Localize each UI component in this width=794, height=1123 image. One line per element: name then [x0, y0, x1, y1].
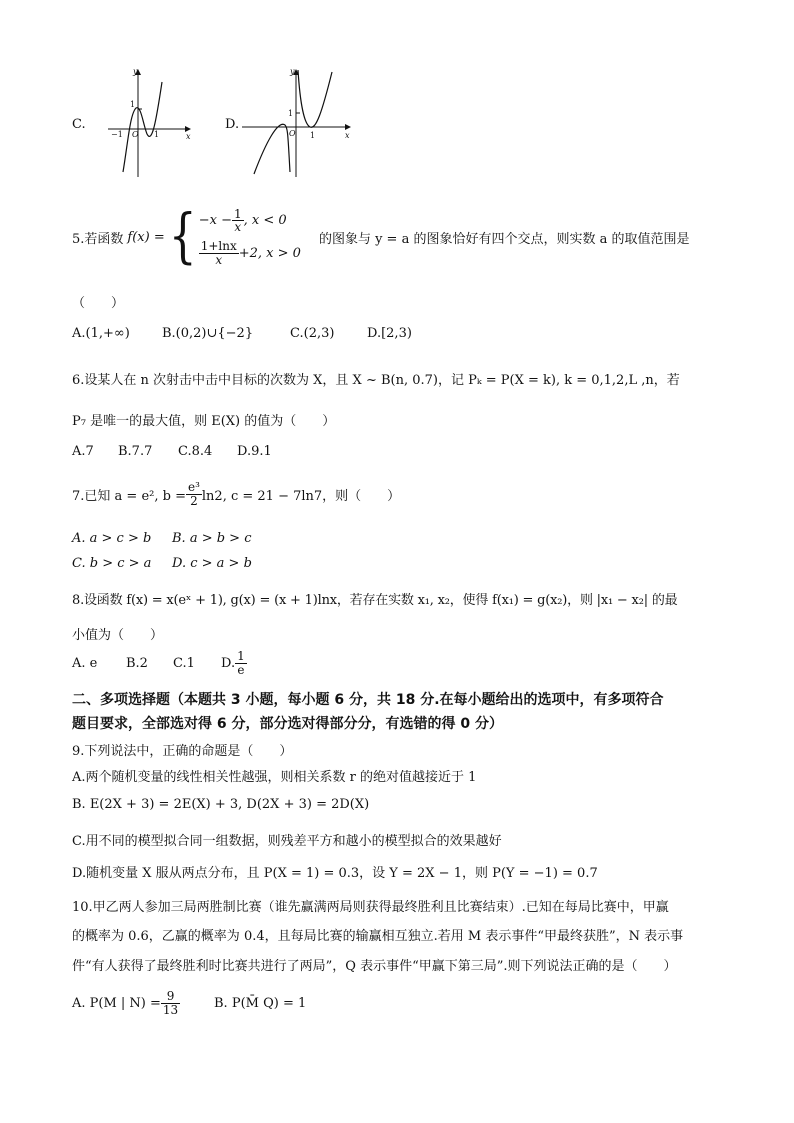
q9-option-d: D.随机变量 X 服从两点分布，且 P(X = 1) = 0.3，设 Y = 2X − 1，则 P(Y = −1) = 0.7 [72, 866, 598, 881]
section2-heading-line2: 题目要求，全部选对得 6 分，部分选对得部分分，有选错的得 0 分） [72, 716, 503, 732]
graph-c-tick-y1: 1 [130, 100, 136, 109]
q6-option-a: A.7 [72, 444, 94, 459]
graph-d-curve-right [298, 70, 332, 127]
q7-option-d: D. c > a > b [172, 556, 252, 571]
q5-case-1: −x − $\frac{1}{x}$ , x < 0 [198, 206, 287, 235]
graph-d [238, 62, 356, 180]
graph-d-y-label: y [290, 67, 295, 76]
q5-case-2: $\frac{1+\ln x}{x}$ +2, x > 0 [200, 239, 301, 267]
q6-stem-line2: P₇ 是唯一的最大值，则 E(X) 的值为（ ） [72, 414, 336, 429]
q5-cases [199, 208, 301, 266]
q6-stem-line1: 6.设某人在 n 次射击中击中目标的次数为 X，且 X ~ B(n, 0.7)，记 Pₖ = P(X = k), k = 0,1,2,L ,n，若 [72, 373, 680, 388]
q5-answer-paren: （ ） [72, 296, 125, 311]
q5-number: 5.若函数 [72, 231, 124, 247]
q10-option-a: A. P(M | N) = $\frac{9}{13}$ [72, 988, 179, 1017]
q6-option-d: D.9.1 [237, 444, 272, 459]
q5-brace: { [168, 201, 197, 271]
q8-stem-line1: 8.设函数 f(x) = x(eˣ + 1), g(x) = (x + 1)lnx，若存在实数 x₁, x₂，使得 f(x₁) = g(x₂)，则 |x₁ − x₂| 的最 [72, 593, 678, 608]
q9-option-b: B. E(2X + 3) = 2E(X) + 3, D(2X + 3) = 2D(X) [72, 797, 370, 812]
section2-heading-line1: 二、多项选择题（本题共 3 小题，每小题 6 分，共 18 分.在每小题给出的选项中，有多项符合 [72, 692, 664, 708]
q10-stem-line2: 的概率为 0.6，乙赢的概率为 0.4，且每局比赛的输赢相互独立.若用 M 表示事件“甲最终获胜”，N 表示事 [72, 929, 684, 944]
q9-option-a: A.两个随机变量的线性相关性越强，则相关系数 r 的绝对值越接近于 1 [72, 770, 477, 785]
q5-function-name: f(x) = [127, 229, 165, 245]
q5-stem [72, 197, 690, 277]
q5-option-a: A.(1,+∞) [72, 326, 130, 341]
q8-option-c: C.1 [173, 656, 195, 671]
q10-stem-line1: 10.甲乙两人参加三局两胜制比赛（谁先赢满两局则获得最终胜利且比赛结束）.已知在每局比赛中，甲赢 [72, 900, 669, 915]
q7-option-c: C. b > c > a [72, 556, 152, 571]
q5-option-b: B.(0,2)∪{−2} [162, 326, 254, 341]
q10-option-b: B. P(M̄ Q) = 1 [214, 996, 307, 1011]
q7-option-b: B. a > b > c [172, 531, 252, 546]
graph-c-tick-1: 1 [154, 130, 160, 139]
graph-c-origin: O [132, 130, 139, 139]
graph-c-tick-neg1: −1 [111, 130, 123, 139]
graph-d-curve-left [254, 124, 290, 174]
graph-c [100, 62, 200, 180]
q8-stem-line2: 小值为（ ） [72, 628, 164, 643]
q7-option-a: A. a > c > b [72, 531, 152, 546]
q10-stem-line3: 件“有人获得了最终胜利时比赛共进行了两局”，Q 表示事件“甲赢下第三局”.则下列说法正确的是（ ） [72, 959, 677, 974]
graph-c-x-label: x [186, 132, 191, 141]
graph-d-tick-y1: 1 [288, 109, 294, 118]
q5-option-d: D.[2,3) [367, 326, 412, 341]
q9-option-c: C.用不同的模型拟合同一组数据，则残差平方和越小的模型拟合的效果越好 [72, 834, 502, 849]
q7-stem: 7.已知 a = e², b = $\frac{\text{e³}}{2}$ ln2, c = 21 − 7ln7，则（ ） [72, 479, 401, 508]
q6-option-c: C.8.4 [178, 444, 213, 459]
graph-d-tick-1: 1 [310, 131, 316, 140]
graph-c-curve [123, 82, 162, 172]
graph-c-label: C. [72, 117, 86, 132]
graph-d-origin: O [289, 129, 296, 138]
q9-stem: 9.下列说法中，正确的命题是（ ） [72, 744, 293, 759]
q6-option-b: B.7.7 [118, 444, 153, 459]
q5-tail: 的图象与 y = a 的图象恰好有四个交点，则实数 a 的取值范围是 [318, 231, 690, 247]
graph-d-x-label: x [345, 131, 350, 140]
graph-d-label: D. [225, 117, 240, 132]
graph-c-y-label: y [133, 67, 138, 76]
q5-option-c: C.(2,3) [290, 326, 335, 341]
q8-option-a: A. e [72, 656, 98, 671]
q8-option-d: D. $\frac{1}{e}$ [221, 648, 245, 677]
q8-option-b: B.2 [126, 656, 148, 671]
